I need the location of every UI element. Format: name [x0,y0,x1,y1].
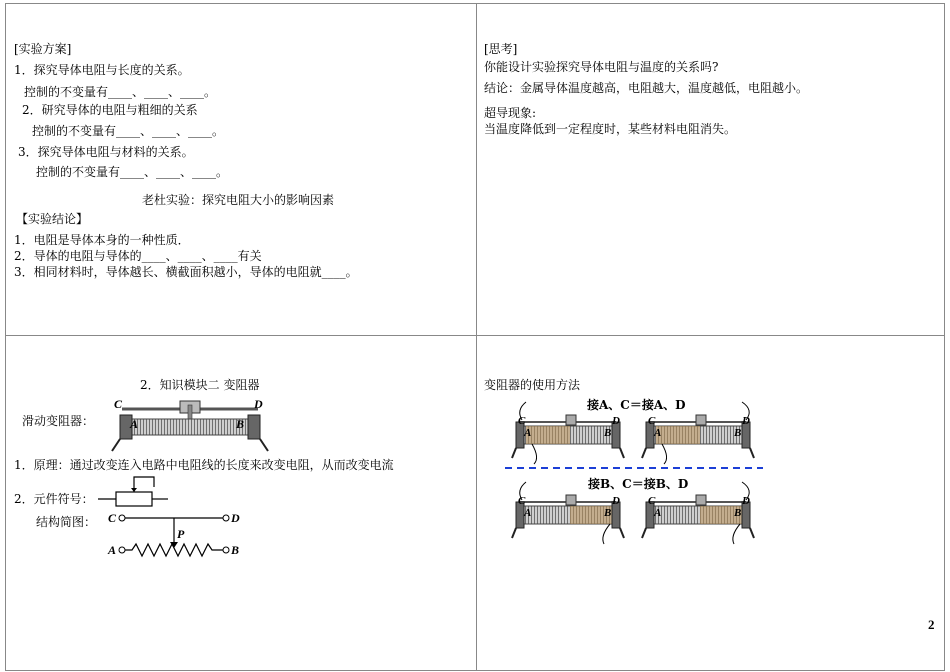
structure-label: 结构简图： [36,515,97,529]
rheostat-symbol [98,475,178,509]
usage-bl-a: A [524,507,532,519]
usage-bl-b: B [604,507,612,519]
superconduct-title: 超导现象: [484,106,537,120]
usage-title: 变阻器的使用方法 [484,378,581,392]
conclusion-2: 2．导体的电阻与导体的____、____、____有关 [14,249,262,263]
struct-label-c: C [108,511,117,525]
symbol-label: 2．元件符号： [14,492,94,506]
rheostat-usage-top-left [512,402,624,464]
conclusion-title: 【实验结论】 [16,212,89,226]
struct-label-d: D [231,511,240,525]
think-title: [思考] [484,42,518,56]
conclusion-1: 1．电阻是导体本身的一种性质． [14,233,190,247]
usage-bl-d: D [612,495,620,507]
struct-label-p: P [177,527,185,541]
struct-label-a: A [108,543,117,557]
conclusion-3: 3．相同材料时，导体越长、横截面积越小，导体的电阻就____。 [14,265,358,279]
usage-tl-d: D [612,415,620,427]
rheostat-illustration [112,395,272,455]
usage-caption-top: 接A、C＝接A、D [587,398,686,412]
label-b: B [236,417,245,431]
superconduct-text: 当温度降低到一定程度时，某些材料电阻消失。 [484,122,737,136]
scheme-item-3-control: 控制的不变量有____、____、____。 [36,165,229,179]
think-question: 你能设计实验探究导体电阻与温度的关系吗? [484,60,719,74]
usage-br-c: C [648,495,656,507]
structure-diagram [108,508,248,560]
scheme-item-2: 2．研究导体的电阻与粗细的关系 [22,103,198,117]
rheostat-usage-bottom-left [512,482,624,544]
usage-tr-b: B [734,427,742,439]
module-title: 2．知识模块二 变阻器 [140,378,260,392]
usage-br-b: B [734,507,742,519]
label-a: A [130,417,139,431]
principle-text: 1．原理：通过改变连入电路中电阻线的长度来改变电阻，从而改变电流 [14,458,394,472]
label-d: D [254,397,263,411]
usage-bl-c: C [518,495,526,507]
label-c: C [114,397,123,411]
quadrant-top-right [476,3,945,336]
struct-label-b: B [231,543,240,557]
rheostat-usage-bottom-right [642,482,754,544]
usage-tl-a: A [524,427,532,439]
usage-tl-b: B [604,427,612,439]
usage-tr-c: C [648,415,656,427]
scheme-item-3: 3．探究导体电阻与材料的关系。 [18,145,194,159]
usage-tr-a: A [654,427,662,439]
usage-br-a: A [654,507,662,519]
scheme-item-2-control: 控制的不变量有____、____、____。 [32,124,225,138]
think-conclusion: 结论：金属导体温度越高，电阻越大，温度越低，电阻越小。 [484,81,809,95]
usage-tr-d: D [742,415,750,427]
scheme-item-1: 1．探究导体电阻与长度的关系。 [14,63,190,77]
experiment-line: 老杜实验：探究电阻大小的影响因素 [142,193,335,207]
scheme-title: [实验方案] [14,42,72,56]
scheme-item-1-control: 控制的不变量有____、____、____。 [24,85,217,99]
usage-tl-c: C [518,415,526,427]
usage-br-d: D [742,495,750,507]
rheostat-usage-top-right [642,402,754,464]
dashed-divider [505,466,765,470]
slider-label: 滑动变阻器： [22,414,95,428]
page-number: 2 [928,617,935,632]
usage-caption-bottom: 接B、C＝接B、D [588,477,689,491]
